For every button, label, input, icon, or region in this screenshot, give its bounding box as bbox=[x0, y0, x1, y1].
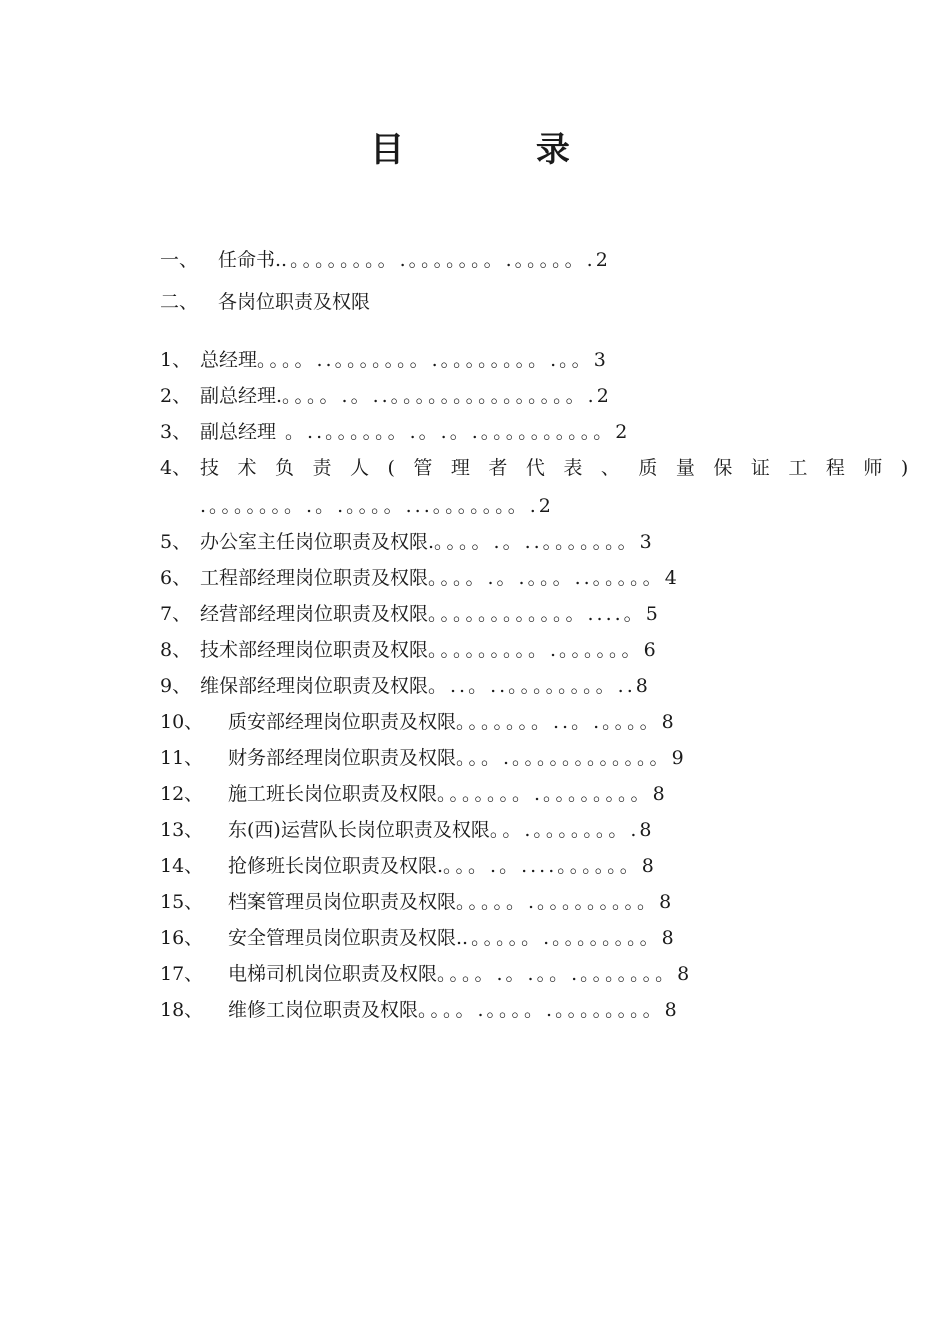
toc-number: 二、 bbox=[160, 291, 199, 313]
toc-text: 副总经理. bbox=[200, 385, 283, 407]
toc-item-16[interactable] bbox=[160, 924, 674, 952]
toc-number: 4、 bbox=[160, 457, 192, 479]
toc-item-2[interactable] bbox=[160, 382, 609, 410]
toc-number: 3、 bbox=[160, 421, 192, 443]
toc-item-9[interactable] bbox=[160, 672, 648, 700]
toc-text: 工程部经理岗位职责及权限 bbox=[200, 567, 429, 589]
page-title: 目 录 bbox=[370, 130, 630, 170]
toc-item-10[interactable] bbox=[160, 708, 674, 736]
toc-item-1[interactable] bbox=[160, 346, 606, 374]
toc-item-7[interactable] bbox=[160, 600, 658, 628]
toc-number: 12、 bbox=[160, 783, 204, 805]
toc-item-14[interactable] bbox=[160, 852, 654, 880]
toc-item-4[interactable] bbox=[160, 454, 927, 482]
toc-page-number: 2 bbox=[615, 421, 628, 443]
toc-text: 抢修班长岗位职责及权限. bbox=[228, 855, 444, 877]
toc-text: 各岗位职责及权限 bbox=[218, 291, 371, 313]
toc-leader: 。。。。.。..。。。。。。。 bbox=[434, 531, 640, 553]
toc-section-1[interactable] bbox=[160, 246, 608, 274]
toc-leader: .。。。。。。。。.。。。。。。。.。。。。。. bbox=[281, 249, 596, 271]
toc-number: 1、 bbox=[160, 349, 192, 371]
toc-leader: 。。。。。。。。。.。。。。。。 bbox=[428, 639, 644, 661]
toc-text: 维保部经理岗位职责及权限 bbox=[200, 675, 429, 697]
toc-number: 16、 bbox=[160, 927, 204, 949]
toc-page-number: 8 bbox=[664, 999, 677, 1021]
toc-text: 任命书. bbox=[218, 249, 282, 271]
toc-number: 14、 bbox=[160, 855, 204, 877]
toc-page-number: 3 bbox=[639, 531, 652, 553]
toc-page-number: 8 bbox=[661, 927, 674, 949]
toc-number: 9、 bbox=[160, 675, 192, 697]
toc-leader: 。..。..。。。。。。。。.. bbox=[428, 675, 636, 697]
toc-page-number: 8 bbox=[659, 891, 672, 913]
toc-text: 东(西)运营队长岗位职责及权限 bbox=[228, 819, 490, 841]
toc-page-number: 8 bbox=[661, 711, 674, 733]
toc-item-12[interactable] bbox=[160, 780, 665, 808]
toc-text: 安全管理员岗位职责及权限. bbox=[228, 927, 463, 949]
toc-number: 13、 bbox=[160, 819, 204, 841]
toc-number: 7、 bbox=[160, 603, 192, 625]
toc-number: 2、 bbox=[160, 385, 192, 407]
toc-text: 维修工岗位职责及权限 bbox=[228, 999, 419, 1021]
toc-text: 技术部经理岗位职责及权限 bbox=[200, 639, 429, 661]
toc-leader: 。。。.。....。。。。。。 bbox=[443, 855, 642, 877]
toc-text: 技术负责人(管理者代表、质量保证工程师) bbox=[200, 457, 927, 479]
toc-item-8[interactable] bbox=[160, 636, 656, 664]
toc-leader: .。。。。。.。。。。。。。。 bbox=[462, 927, 662, 949]
toc-leader: 。。。。.。..。。。。。。。。。。。。。。。. bbox=[282, 385, 597, 407]
toc-leader: .。。。。。。。.。.。。。。...。。。。。。。. bbox=[200, 495, 539, 517]
toc-leader: 。。。。..。。。。。。。.。。。。。。。。.。。 bbox=[257, 349, 594, 371]
toc-item-18[interactable] bbox=[160, 996, 677, 1024]
toc-page-number: 5 bbox=[645, 603, 658, 625]
toc-leader: 。。。。.。.。。。..。。。。。 bbox=[428, 567, 665, 589]
toc-number: 8、 bbox=[160, 639, 192, 661]
toc-leader: 。。。.。。。。。。。。。。。。 bbox=[456, 747, 672, 769]
toc-page-number: 4 bbox=[664, 567, 677, 589]
toc-number: 11、 bbox=[160, 747, 204, 769]
toc-text: 档案管理员岗位职责及权限 bbox=[228, 891, 457, 913]
toc-leader: 。。。。.。。。。.。。。。。。。。 bbox=[418, 999, 665, 1021]
toc-number: 5、 bbox=[160, 531, 192, 553]
toc-page-number: 8 bbox=[641, 855, 654, 877]
toc-page-number: 3 bbox=[593, 349, 606, 371]
toc-text: 财务部经理岗位职责及权限 bbox=[228, 747, 457, 769]
toc-item-13[interactable] bbox=[160, 816, 652, 844]
toc-page-number: 2 bbox=[595, 249, 608, 271]
toc-text: 电梯司机岗位职责及权限 bbox=[228, 963, 438, 985]
toc-number: 17、 bbox=[160, 963, 204, 985]
toc-number: 15、 bbox=[160, 891, 204, 913]
toc-number: 6、 bbox=[160, 567, 192, 589]
toc-section-2[interactable] bbox=[160, 288, 370, 316]
toc-page-number: 8 bbox=[639, 819, 652, 841]
toc-text: 经营部经理岗位职责及权限 bbox=[200, 603, 429, 625]
toc-item-6[interactable] bbox=[160, 564, 677, 592]
toc-leader: 。。.。。。。。。。. bbox=[489, 819, 640, 841]
toc-page-number: 9 bbox=[671, 747, 684, 769]
toc-number: 18、 bbox=[160, 999, 204, 1021]
toc-number: 10、 bbox=[160, 711, 204, 733]
toc-item-17[interactable] bbox=[160, 960, 689, 988]
toc-text: 副总经理 bbox=[200, 421, 277, 443]
toc-text: 办公室主任岗位职责及权限. bbox=[200, 531, 435, 553]
toc-page-number: 2 bbox=[538, 495, 551, 517]
toc-page-number: 8 bbox=[677, 963, 690, 985]
toc-item-15[interactable] bbox=[160, 888, 671, 916]
toc-page-number: 8 bbox=[635, 675, 648, 697]
toc-item-3[interactable] bbox=[160, 418, 627, 446]
toc-leader: 。。。。。。。。。。。。....。 bbox=[428, 603, 646, 625]
toc-leader: 。..。。。。。。.。.。.。。。。。。。。。。 bbox=[276, 421, 616, 443]
toc-item-5[interactable] bbox=[160, 528, 652, 556]
toc-leader: 。。。。。。。..。.。。。。 bbox=[456, 711, 662, 733]
toc-text: 质安部经理岗位职责及权限 bbox=[228, 711, 457, 733]
toc-text: 施工班长岗位职责及权限 bbox=[228, 783, 438, 805]
toc-page-number: 6 bbox=[643, 639, 656, 661]
toc-item-11[interactable] bbox=[160, 744, 684, 772]
toc-leader: 。。。。。.。。。。。。。。。 bbox=[456, 891, 660, 913]
toc-text: 总经理 bbox=[200, 349, 258, 371]
toc-leader: 。。。。.。.。。.。。。。。。。 bbox=[437, 963, 678, 985]
toc-item-4-continuation[interactable] bbox=[160, 492, 551, 520]
toc-number: 一、 bbox=[160, 249, 199, 271]
toc-page-number: 8 bbox=[652, 783, 665, 805]
toc-leader: 。。。。。。。.。。。。。。。。 bbox=[437, 783, 653, 805]
toc-page-number: 2 bbox=[596, 385, 609, 407]
